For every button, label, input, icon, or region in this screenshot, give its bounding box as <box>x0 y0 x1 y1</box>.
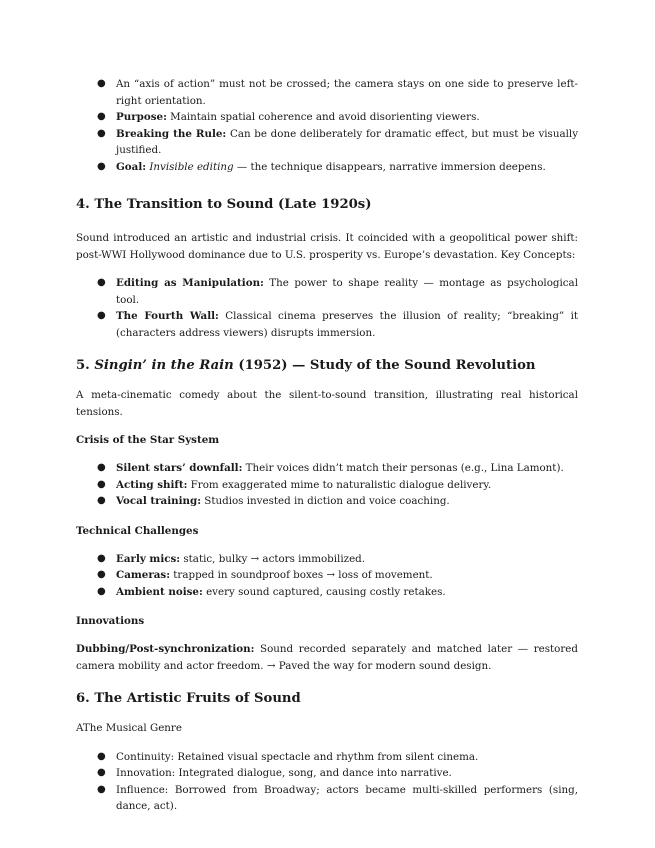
section-6-heading: 6. The Artistic Fruits of Sound <box>76 691 301 706</box>
star-system-list <box>76 460 578 510</box>
intro-bullet-list <box>76 76 578 175</box>
bullet-icon: ● <box>97 767 106 778</box>
bullet-icon: ● <box>97 160 106 172</box>
list-item: ● Silent stars’ downfall: Their voices didn’t match their personas (e.g., Lina Lamont). <box>76 460 578 477</box>
bullet-icon: ● <box>97 127 106 139</box>
list-item: ● Vocal training: Studios invested in diction and voice coaching. <box>76 493 578 510</box>
technical-challenges-list <box>76 551 578 601</box>
bullet-icon: ● <box>97 277 106 288</box>
section-4-intro: Sound introduced an artistic and industrial crisis. It coincided with a geopolitical power shift: post-WWI Hollywood dominance due to U.S. prosperity vs. Europe’s devastation. Key Concepts: <box>76 232 578 261</box>
list-item: ● Ambient noise: every sound captured, causing costly retakes. <box>76 584 578 601</box>
bullet-icon: ● <box>97 111 106 122</box>
section-5-heading: 5. Singin’ in the Rain (1952) — Study of the Sound Revolution <box>76 358 536 373</box>
section-5-intro: A meta-cinematic comedy about the silent-to-sound transition, illustrating real historical tensions. <box>76 389 578 418</box>
section-6-subtitle: AThe Musical Genre <box>76 722 182 734</box>
bullet-icon: ● <box>97 552 106 564</box>
list-item: ● An “axis of action” must not be crossed; the camera stays on one side to preserve left-right orientation. <box>97 78 578 107</box>
bullet-icon: ● <box>97 495 106 506</box>
list-item: ● Editing as Manipulation: The power to shape reality — montage as psychological tool. <box>97 277 578 306</box>
list-item: ● The Fourth Wall: Classical cinema preserves the illusion of reality; “breaking” it (characters address viewers) disrupts immersion. <box>97 310 578 339</box>
list-item: ● Cameras: trapped in soundproof boxes → loss of movement. <box>76 567 578 584</box>
subheading-innovations: Innovations <box>76 615 145 627</box>
document-content <box>76 76 578 815</box>
section-6-list <box>76 749 578 815</box>
list-item: ● Breaking the Rule: Can be done deliberately for dramatic effect, but must be visually justified. <box>97 127 579 156</box>
list-item: ● Purpose: Maintain spatial coherence and avoid disorienting viewers. <box>76 109 578 126</box>
list-item: ● Continuity: Retained visual spectacle and rhythm from silent cinema. <box>76 749 578 766</box>
bullet-icon: ● <box>97 783 106 795</box>
bullet-icon: ● <box>97 310 106 321</box>
bullet-icon: ● <box>97 569 106 580</box>
innovations-paragraph: Dubbing/Post-synchronization: Sound recorded separately and matched later — restored camera mobility and actor freedom. → Paved the way for modern sound design. <box>76 643 578 672</box>
list-item: ● Innovation: Integrated dialogue, song, and dance into narrative. <box>76 765 578 782</box>
list-item: ● Goal: Invisible editing — the technique disappears, narrative immersion deepens. <box>76 159 578 176</box>
list-item: ● Early mics: static, bulky → actors immobilized. <box>76 551 578 568</box>
bullet-icon: ● <box>97 585 106 597</box>
list-item: ● Acting shift: From exaggerated mime to naturalistic dialogue delivery. <box>76 477 578 494</box>
bullet-icon: ● <box>97 78 106 89</box>
list-item: ● Influence: Borrowed from Broadway; actors became multi-skilled performers (sing, dance, act). <box>97 783 578 812</box>
section-4-heading: 4. The Transition to Sound (Late 1920s) <box>76 197 372 212</box>
subheading-star-system: Crisis of the Star System <box>76 434 220 446</box>
subheading-technical-challenges: Technical Challenges <box>76 524 199 537</box>
bullet-icon: ● <box>97 750 106 762</box>
bullet-icon: ● <box>97 462 106 473</box>
section-4-list <box>76 275 578 341</box>
bullet-icon: ● <box>97 478 106 490</box>
